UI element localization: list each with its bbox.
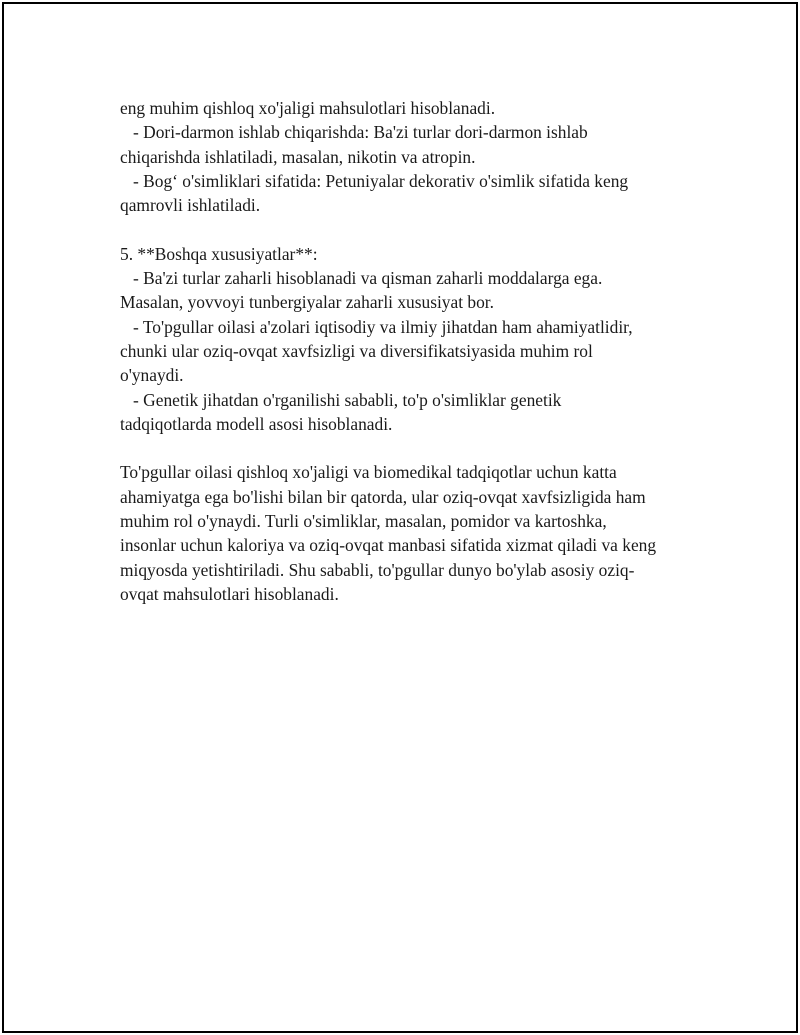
text-line: qamrovli ishlatiladi. <box>120 195 261 216</box>
text-line: chunki ular oziq-ovqat xavfsizligi va diversifikatsiyasida muhim rol <box>120 340 593 361</box>
conclusion-paragraph <box>120 460 700 606</box>
page-frame <box>2 2 798 1033</box>
paragraph-gap <box>120 217 700 241</box>
section-intro <box>120 96 700 217</box>
text-line: muhim rol o'ynaydi. Turli o'simliklar, masalan, pomidor va kartoshka, <box>120 511 607 532</box>
text-line: o'ynaydi. <box>120 365 184 386</box>
text-line: eng muhim qishloq xo'jaligi mahsulotlari hisoblanadi. <box>120 98 496 118</box>
text-line: ahamiyatga ega bo'lishi bilan bir qatorda, ular oziq-ovqat xavfsizligida ham <box>120 486 646 507</box>
document-body <box>120 96 700 606</box>
text-line: - Ba'zi turlar zaharli hisoblanadi va qisman zaharli moddalarga ega. <box>120 268 603 289</box>
text-line: Masalan, yovvoyi tunbergiyalar zaharli xususiyat bor. <box>120 292 494 313</box>
text-line: chiqarishda ishlatiladi, masalan, nikotin va atropin. <box>120 146 476 167</box>
paragraph-gap <box>120 436 700 460</box>
section-heading: 5. **Boshqa xususiyatlar**: <box>120 243 318 264</box>
text-line: insonlar uchun kaloriya va oziq-ovqat manbasi sifatida xizmat qiladi va keng <box>120 535 657 556</box>
text-line: - Genetik jihatdan o'rganilishi sababli, to'p o'simliklar genetik <box>120 389 562 410</box>
section-other-properties <box>120 242 700 436</box>
text-line: To'pgullar oilasi qishloq xo'jaligi va biomedikal tadqiqotlar uchun katta <box>120 462 617 483</box>
text-line: tadqiqotlarda modell asosi hisoblanadi. <box>120 413 393 434</box>
text-line: miqyosda yetishtiriladi. Shu sababli, to'pgullar dunyo bo'ylab asosiy oziq- <box>120 559 635 580</box>
text-line: - To'pgullar oilasi a'zolari iqtisodiy va ilmiy jihatdan ham ahamiyatlidir, <box>120 316 633 337</box>
text-line: - Bog‘ o'simliklari sifatida: Petuniyalar dekorativ o'simlik sifatida keng <box>120 170 629 191</box>
text-line: ovqat mahsulotlari hisoblanadi. <box>120 583 339 604</box>
text-line: - Dori-darmon ishlab chiqarishda: Ba'zi turlar dori-darmon ishlab <box>120 122 588 143</box>
